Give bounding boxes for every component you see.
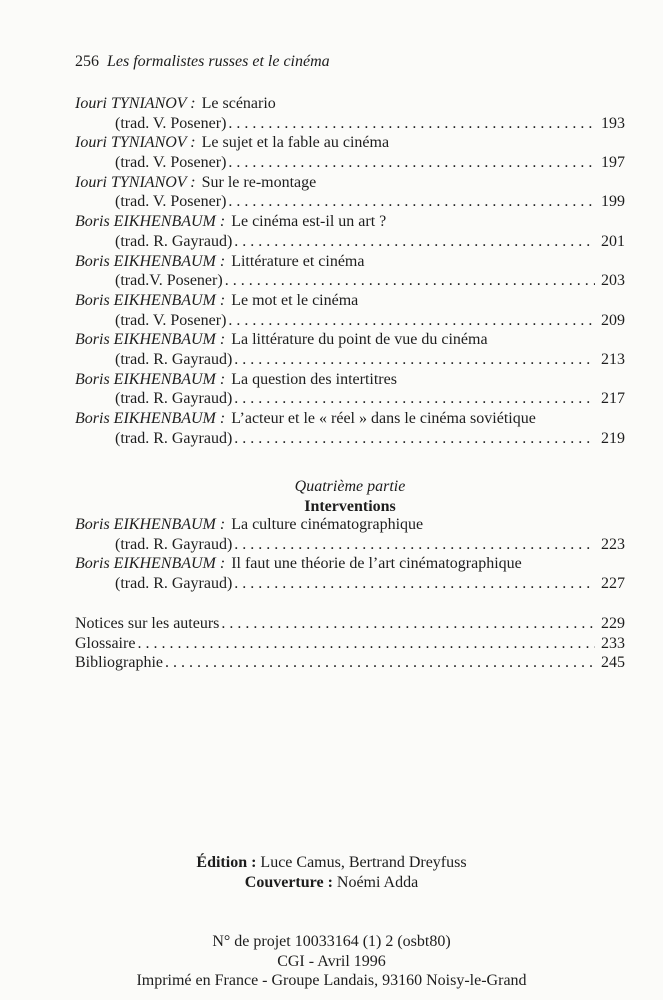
entry-translator: (trad. R. Gayraud) (115, 535, 233, 553)
entry-page: 201 (601, 232, 625, 250)
colophon (0, 932, 663, 991)
page-number: 256 (75, 53, 99, 70)
entry-translator: (trad.V. Posener) (115, 272, 223, 290)
toc-entry-title-line (75, 330, 625, 350)
entry-author: Boris EIKHENBAUM : (75, 516, 226, 533)
toc-entry-translator-line (75, 535, 625, 555)
entry-author: Boris EIKHENBAUM : (75, 213, 226, 231)
toc-entry-translator-line (75, 232, 625, 252)
entry-page: 223 (601, 535, 625, 553)
entry-translator: (trad. V. Posener) (115, 114, 227, 132)
entry-author: Iouri TYNIANOV : (75, 134, 196, 152)
toc-entry-title-line (75, 291, 625, 311)
entry-title: Sur le re-montage (201, 173, 317, 191)
entry-author: Boris EIKHENBAUM : (75, 410, 226, 427)
toc-entry-title-line (75, 173, 625, 193)
toc-entry-title-line (75, 515, 625, 535)
toc-entry-back-matter (75, 653, 625, 673)
credits (0, 853, 663, 892)
toc-entry-back-matter (75, 614, 625, 634)
toc-entry-translator-line (75, 192, 625, 212)
entry-page: 219 (601, 429, 625, 447)
entry-page: 197 (601, 154, 625, 172)
entry-author: Iouri TYNIANOV : (75, 173, 196, 191)
toc-part3 (75, 94, 625, 448)
entry-page: 213 (601, 350, 625, 368)
running-head (75, 53, 330, 71)
entry-title: Littérature et cinéma (231, 252, 365, 270)
dot-leaders (234, 232, 595, 252)
entry-page: 199 (601, 193, 625, 211)
project-number: N° de projet 10033164 (1) 2 (osbt80) (212, 933, 451, 950)
running-title: Les formalistes russes et le cinéma (107, 53, 330, 70)
dot-leaders (228, 311, 595, 331)
entry-title: L’acteur et le « réel » dans le cinéma soviétique (231, 410, 536, 427)
dot-leaders (228, 192, 595, 212)
toc-part4 (75, 515, 625, 594)
entry-title: Glossaire (75, 634, 136, 652)
entry-title: Le cinéma est-il un art ? (231, 213, 387, 231)
edition-value: Luce Camus, Bertrand Dreyfuss (260, 854, 467, 871)
toc-entry-translator-line (75, 350, 625, 370)
entry-title: Le mot et le cinéma (231, 291, 359, 309)
toc-entry-title-line (75, 554, 625, 574)
dot-leaders (234, 535, 595, 555)
entry-page: 217 (601, 390, 625, 408)
dot-leaders (228, 114, 595, 134)
entry-author: Boris EIKHENBAUM : (75, 252, 226, 270)
entry-translator: (trad. R. Gayraud) (115, 575, 233, 593)
entry-page: 229 (601, 615, 625, 632)
edition-credit (0, 853, 663, 873)
dot-leaders (228, 153, 595, 173)
toc-entry-translator-line (75, 389, 625, 409)
toc-entry-back-matter (75, 634, 625, 654)
dot-leaders (137, 634, 595, 654)
entry-title: Le scénario (201, 95, 276, 112)
toc-entry-title-line (75, 409, 625, 429)
entry-title: La culture cinématographique (231, 516, 424, 533)
entry-translator: (trad. V. Posener) (115, 193, 227, 211)
toc-entry-translator-line (75, 114, 625, 134)
toc-entry-title-line (75, 370, 625, 390)
part-label: Quatrième partie (294, 478, 406, 495)
entry-author: Boris EIKHENBAUM : (75, 555, 226, 573)
dot-leaders (225, 271, 595, 291)
entry-page: 245 (601, 654, 625, 672)
entry-author: Iouri TYNIANOV : (75, 95, 196, 112)
toc-entry-translator-line (75, 574, 625, 594)
entry-translator: (trad. R. Gayraud) (115, 350, 233, 368)
dot-leaders (234, 574, 595, 594)
dot-leaders (165, 653, 595, 673)
dot-leaders (221, 614, 595, 634)
toc-entry-title-line (75, 212, 625, 232)
entry-title: La question des intertitres (231, 370, 397, 388)
dot-leaders (234, 429, 595, 449)
entry-translator: (trad. R. Gayraud) (115, 429, 233, 447)
entry-page: 233 (601, 634, 625, 652)
entry-translator: (trad. R. Gayraud) (115, 232, 233, 250)
entry-title: Bibliographie (75, 654, 163, 672)
entry-author: Boris EIKHENBAUM : (75, 370, 226, 388)
imprint: Imprimé en France - Groupe Landais, 93160 Noisy-le-Grand (136, 972, 527, 989)
entry-translator: (trad. V. Posener) (115, 154, 227, 172)
toc-entry-translator-line (75, 311, 625, 331)
toc-entry-translator-line (75, 429, 625, 449)
toc-entry-title-line (75, 252, 625, 272)
dot-leaders (234, 389, 595, 409)
toc-entry-title-line (75, 94, 625, 114)
cover-credit (0, 873, 663, 893)
entry-page: 209 (601, 311, 625, 329)
entry-page: 193 (601, 114, 625, 132)
toc-entry-title-line (75, 133, 625, 153)
entry-author: Boris EIKHENBAUM : (75, 291, 226, 309)
printer-date: CGI - Avril 1996 (277, 952, 386, 970)
entry-title: Notices sur les auteurs (75, 615, 220, 632)
edition-label: Édition : (196, 854, 257, 871)
cover-value: Noémi Adda (336, 873, 419, 891)
entry-title: Il faut une théorie de l’art cinématographique (231, 555, 522, 573)
entry-page: 203 (601, 272, 625, 290)
toc-entry-translator-line (75, 153, 625, 173)
toc-back-matter (75, 614, 625, 673)
entry-translator: (trad. R. Gayraud) (115, 390, 233, 408)
entry-translator: (trad. V. Posener) (115, 311, 227, 329)
cover-label: Couverture : (244, 873, 333, 891)
entry-title: La littérature du point de vue du cinéma (231, 331, 488, 349)
toc-entry-translator-line (75, 271, 625, 291)
part-title: Interventions (304, 498, 396, 515)
entry-page: 227 (601, 575, 625, 593)
entry-title: Le sujet et la fable au cinéma (201, 134, 390, 152)
dot-leaders (234, 350, 595, 370)
entry-author: Boris EIKHENBAUM : (75, 331, 226, 349)
